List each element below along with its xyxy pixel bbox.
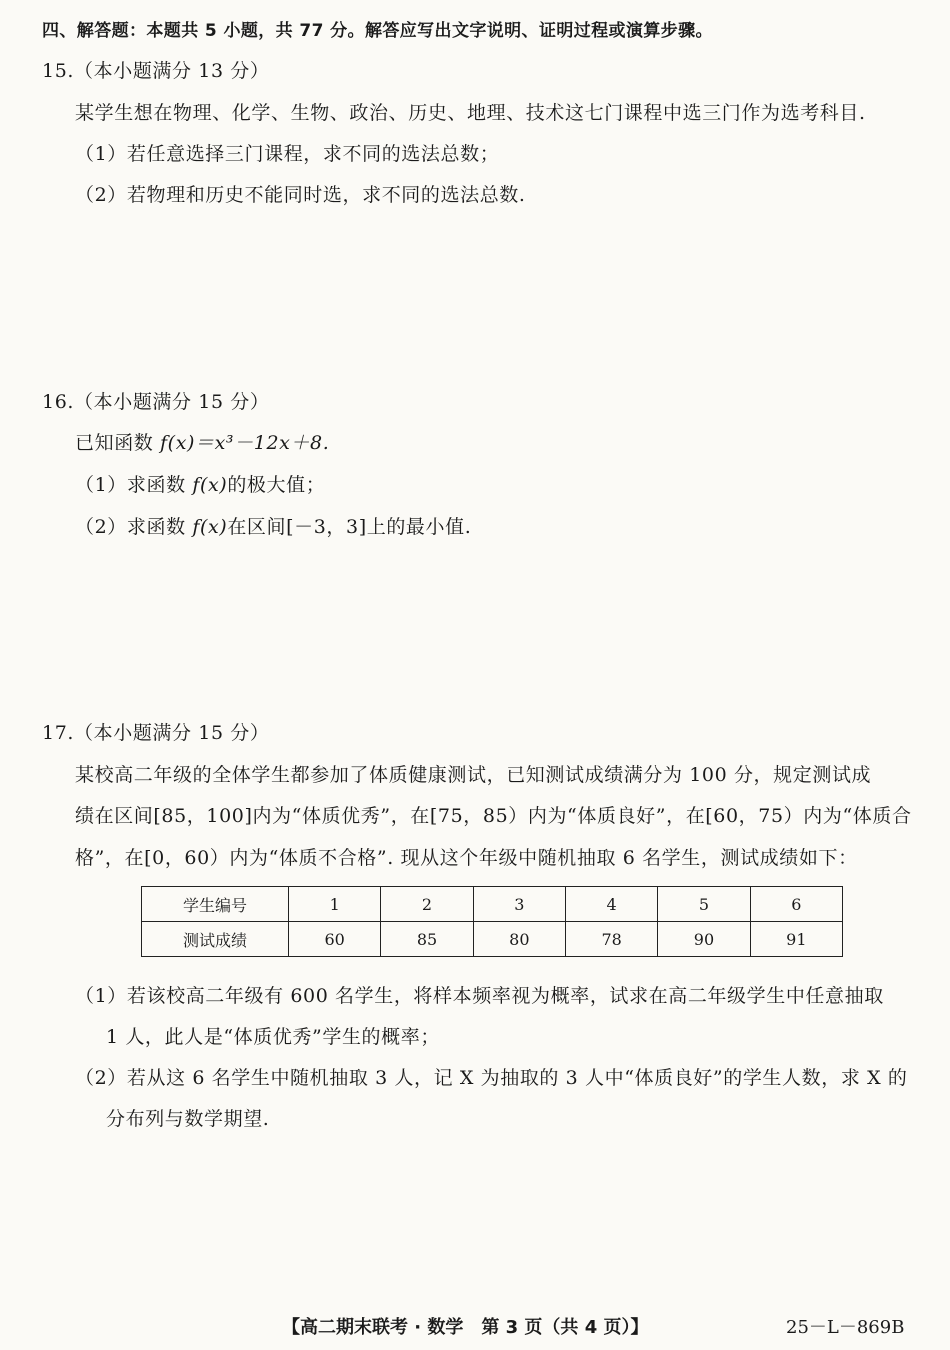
q16-part1-text: （1）求函数 — [75, 474, 193, 496]
q16-part1-suffix: 的极大值； — [227, 474, 326, 496]
table-cell: 80 — [473, 922, 565, 957]
exam-code: 25－L－869B — [786, 1317, 905, 1338]
q17-part2-line1: （2）若从这 6 名学生中随机抽取 3 人，记 X 为抽取的 3 人中“体质良好”的学生人数，求 X 的 — [75, 1067, 908, 1089]
q16-part1-func: f(x) — [192, 474, 228, 496]
q17-part1-line2: 1 人，此人是“体质优秀”学生的概率； — [106, 1026, 440, 1048]
q16-part2-text: （2）求函数 — [75, 516, 193, 538]
table-row-label: 测试成绩 — [142, 922, 289, 957]
q16-function: f(x)＝x³－12x＋8. — [160, 432, 330, 454]
table-cell: 3 — [473, 887, 565, 922]
q16-part2-suffix: 在区间[－3，3]上的最小值. — [227, 516, 472, 538]
section-title: 四、解答题：本题共 5 小题，共 77 分。解答应写出文字说明、证明过程或演算步骤。 — [42, 21, 713, 41]
score-table — [141, 886, 843, 957]
table-cell: 1 — [289, 887, 381, 922]
q15-part1: （1）若任意选择三门课程，求不同的选法总数； — [75, 143, 500, 165]
q15-stem: 某学生想在物理、化学、生物、政治、历史、地理、技术这七门课程中选三门作为选考科目. — [75, 102, 866, 124]
table-cell: 78 — [565, 922, 657, 957]
q17-stem-line3: 格”，在[0，60）内为“体质不合格”. 现从这个年级中随机抽取 6 名学生，测试成绩如下： — [75, 847, 858, 869]
q16-stem-text: 已知函数 — [75, 432, 161, 454]
table-cell: 6 — [750, 887, 842, 922]
table-row-label: 学生编号 — [142, 887, 289, 922]
table-cell: 91 — [750, 922, 842, 957]
q17-part2-line2: 分布列与数学期望. — [106, 1108, 270, 1130]
q17-stem-line2: 绩在区间[85，100]内为“体质优秀”，在[75，85）内为“体质良好”，在[60，75）内为“体质合 — [75, 805, 912, 827]
table-cell: 4 — [565, 887, 657, 922]
q17-stem-line1: 某校高二年级的全体学生都参加了体质健康测试，已知测试成绩满分为 100 分，规定测试成 — [75, 764, 872, 786]
page-footer: 【高二期末联考 · 数学 第 3 页（共 4 页）】 — [282, 1317, 649, 1338]
table-cell: 85 — [381, 922, 473, 957]
table-cell: 2 — [381, 887, 473, 922]
q16-part1 — [75, 472, 325, 498]
table-cell: 60 — [289, 922, 381, 957]
q16-stem — [75, 430, 329, 456]
q17-header: 17.（本小题满分 15 分） — [42, 722, 270, 744]
q15-part2: （2）若物理和历史不能同时选，求不同的选法总数. — [75, 184, 526, 206]
q16-part2 — [75, 514, 471, 540]
q15-header: 15.（本小题满分 13 分） — [42, 60, 270, 82]
q16-header: 16.（本小题满分 15 分） — [42, 391, 270, 413]
table-cell: 90 — [658, 922, 750, 957]
table-row-student-id — [142, 887, 843, 922]
table-cell: 5 — [658, 887, 750, 922]
table-row-score — [142, 922, 843, 957]
q16-part2-func: f(x) — [192, 516, 228, 538]
q17-part1-line1: （1）若该校高二年级有 600 名学生，将样本频率视为概率，试求在高二年级学生中任意抽取 — [75, 985, 884, 1007]
